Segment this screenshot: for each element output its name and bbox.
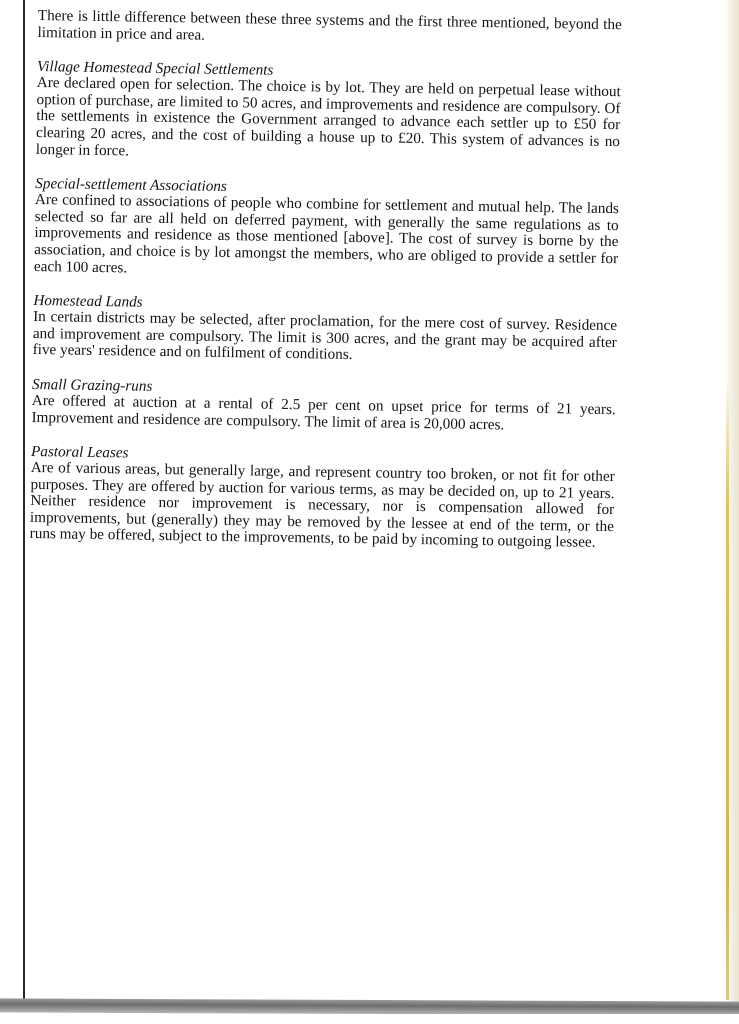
section-small-grazing-runs — [31, 376, 616, 435]
section-pastoral-leases — [30, 443, 615, 552]
document-page — [30, 8, 622, 552]
section-heading: Special-settlement Associations — [35, 175, 227, 196]
scan-right-edge-tint — [726, 380, 729, 1000]
section-body: In certain districts may be selected, after proclamation, for the mere cost of survey. Residence and improvement are compulsory. The limit is 300 acres, and the grant may be acquired after five years' residence and on fulfilment of conditions. — [32, 308, 618, 364]
section-heading: Small Grazing-runs — [31, 375, 153, 395]
section-heading: Village Homestead Special Settlements — [36, 58, 274, 79]
section-body: Are offered at auction at a rental of 2.5 per cent on upset price for terms of 21 years. Improvement and residence are compulsory. The limit of area is 20,000 acres. — [31, 391, 616, 433]
scan-bottom-margin — [0, 1014, 739, 1024]
intro-paragraph: There is little difference between these three systems and the first three mentioned, beyond the limitation in price and area. — [37, 7, 622, 44]
section-village-homestead — [36, 58, 621, 167]
section-homestead-lands — [32, 292, 617, 368]
section-body: Are of various areas, but generally large, and represent country too broken, or not fit for other purposes. They are offered by auction for various terms, as may be decided on, up to 21 years. Neither residence nor improvement is necessary, nor is compensation allowed for improvements, but (generally) they may be removed by the lessee at end of the term, or the runs may be offered, subject to the improvements, to be paid by incoming to outgoing lessee. — [29, 459, 615, 552]
scan-left-edge — [23, 0, 25, 1000]
section-body: Are declared open for selection. The choice is by lot. They are held on perpetual lease without option of purchase, are limited to 50 acres, and improvements and residence are compulsory. Of the settlements in existence the Government arranged to advance each settler up to £50 for clearing 20 acres, and the cost of building a house up to £20. This system of advances is no longer in force. — [35, 74, 621, 160]
section-heading: Homestead Lands — [33, 292, 143, 311]
section-special-settlement-associations — [34, 175, 619, 284]
section-body: Are confined to associations of people who combine for settlement and mutual help. The lands selected so far are all held on deferred payment, with generally the same regulations as to improvements and residence as those mentioned [above]. The cost of survey is borne by the association, and choice is by lot amongst the members, who are obliged to provide a settler for each 100 acres. — [33, 191, 620, 276]
section-heading: Pastoral Leases — [30, 443, 129, 462]
